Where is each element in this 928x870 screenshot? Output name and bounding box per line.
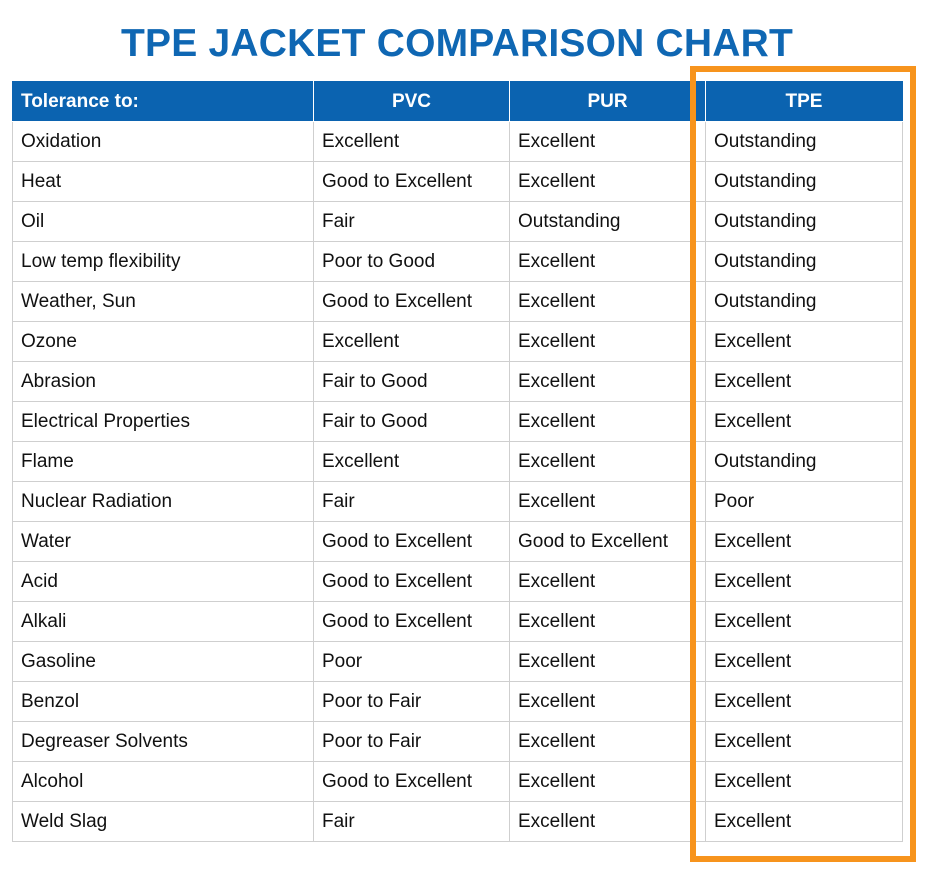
pvc-cell: Poor to Good xyxy=(314,242,510,282)
tolerance-cell: Alkali xyxy=(13,602,314,642)
pvc-cell: Good to Excellent xyxy=(314,522,510,562)
pvc-cell: Good to Excellent xyxy=(314,162,510,202)
table-row xyxy=(13,122,903,162)
pvc-cell: Poor xyxy=(314,642,510,682)
tpe-cell: Excellent xyxy=(706,562,903,602)
tpe-cell: Outstanding xyxy=(706,202,903,242)
tolerance-cell: Alcohol xyxy=(13,762,314,802)
table-row xyxy=(13,482,903,522)
tpe-cell: Poor xyxy=(706,482,903,522)
pur-cell: Excellent xyxy=(510,482,706,522)
pur-cell: Excellent xyxy=(510,802,706,842)
header-pur: PUR xyxy=(510,82,706,122)
pur-cell: Excellent xyxy=(510,162,706,202)
tolerance-cell: Heat xyxy=(13,162,314,202)
tolerance-cell: Acid xyxy=(13,562,314,602)
tolerance-cell: Degreaser Solvents xyxy=(13,722,314,762)
tpe-cell: Excellent xyxy=(706,322,903,362)
pur-cell: Excellent xyxy=(510,722,706,762)
table-row xyxy=(13,642,903,682)
tpe-cell: Outstanding xyxy=(706,122,903,162)
table-row xyxy=(13,322,903,362)
pur-cell: Excellent xyxy=(510,442,706,482)
pvc-cell: Fair xyxy=(314,802,510,842)
pur-cell: Excellent xyxy=(510,562,706,602)
pvc-cell: Poor to Fair xyxy=(314,722,510,762)
table-row xyxy=(13,802,903,842)
pvc-cell: Poor to Fair xyxy=(314,682,510,722)
table-row xyxy=(13,682,903,722)
table-row xyxy=(13,762,903,802)
tolerance-cell: Oxidation xyxy=(13,122,314,162)
table-row xyxy=(13,202,903,242)
table-row xyxy=(13,242,903,282)
pvc-cell: Fair to Good xyxy=(314,402,510,442)
pur-cell: Excellent xyxy=(510,402,706,442)
tpe-cell: Outstanding xyxy=(706,162,903,202)
tpe-cell: Excellent xyxy=(706,602,903,642)
pvc-cell: Good to Excellent xyxy=(314,762,510,802)
table-row xyxy=(13,162,903,202)
tolerance-cell: Water xyxy=(13,522,314,562)
tpe-cell: Excellent xyxy=(706,402,903,442)
tpe-cell: Excellent xyxy=(706,802,903,842)
tpe-cell: Outstanding xyxy=(706,282,903,322)
tpe-cell: Excellent xyxy=(706,362,903,402)
tpe-cell: Excellent xyxy=(706,642,903,682)
page-title: TPE JACKET COMPARISON CHART xyxy=(120,22,794,65)
pvc-cell: Fair xyxy=(314,202,510,242)
pvc-cell: Excellent xyxy=(314,322,510,362)
tpe-cell: Excellent xyxy=(706,682,903,722)
tolerance-cell: Weld Slag xyxy=(13,802,314,842)
table-row xyxy=(13,442,903,482)
pvc-cell: Good to Excellent xyxy=(314,562,510,602)
pur-cell: Excellent xyxy=(510,242,706,282)
table-row xyxy=(13,402,903,442)
tpe-cell: Excellent xyxy=(706,762,903,802)
tolerance-cell: Weather, Sun xyxy=(13,282,314,322)
pvc-cell: Fair to Good xyxy=(314,362,510,402)
table-body xyxy=(13,122,903,842)
table-row xyxy=(13,282,903,322)
table-row xyxy=(13,602,903,642)
header-pvc: PVC xyxy=(314,82,510,122)
pur-cell: Excellent xyxy=(510,682,706,722)
tolerance-cell: Low temp flexibility xyxy=(13,242,314,282)
pur-cell: Excellent xyxy=(510,642,706,682)
pvc-cell: Good to Excellent xyxy=(314,602,510,642)
tolerance-cell: Nuclear Radiation xyxy=(13,482,314,522)
table-row xyxy=(13,562,903,602)
pvc-cell: Good to Excellent xyxy=(314,282,510,322)
pur-cell: Good to Excellent xyxy=(510,522,706,562)
tolerance-cell: Oil xyxy=(13,202,314,242)
table-row xyxy=(13,522,903,562)
header-tpe: TPE xyxy=(706,82,903,122)
tolerance-cell: Electrical Properties xyxy=(13,402,314,442)
tpe-cell: Outstanding xyxy=(706,442,903,482)
pur-cell: Excellent xyxy=(510,602,706,642)
tolerance-cell: Gasoline xyxy=(13,642,314,682)
pur-cell: Excellent xyxy=(510,362,706,402)
comparison-table xyxy=(12,81,903,842)
tpe-cell: Excellent xyxy=(706,522,903,562)
tolerance-cell: Benzol xyxy=(13,682,314,722)
pvc-cell: Excellent xyxy=(314,122,510,162)
table-row xyxy=(13,722,903,762)
pur-cell: Excellent xyxy=(510,762,706,802)
pur-cell: Outstanding xyxy=(510,202,706,242)
pvc-cell: Excellent xyxy=(314,442,510,482)
tpe-cell: Excellent xyxy=(706,722,903,762)
pur-cell: Excellent xyxy=(510,282,706,322)
header-tolerance: Tolerance to: xyxy=(13,82,314,122)
pur-cell: Excellent xyxy=(510,322,706,362)
tolerance-cell: Abrasion xyxy=(13,362,314,402)
tolerance-cell: Flame xyxy=(13,442,314,482)
pur-cell: Excellent xyxy=(510,122,706,162)
tpe-cell: Outstanding xyxy=(706,242,903,282)
table-header-row xyxy=(13,82,903,122)
tolerance-cell: Ozone xyxy=(13,322,314,362)
table-row xyxy=(13,362,903,402)
pvc-cell: Fair xyxy=(314,482,510,522)
